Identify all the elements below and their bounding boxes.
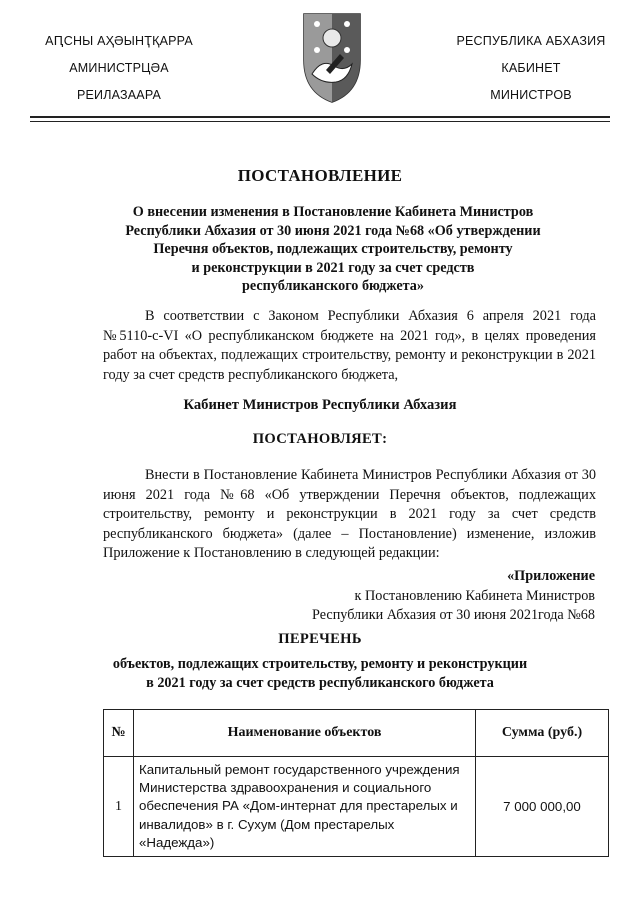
list-title: ПЕРЕЧЕНЬ: [278, 631, 362, 647]
appendix-line-2: Республики Абхазия от 30 июня 2021года №68: [312, 607, 595, 623]
subject-line-4: и реконструкции в 2021 году за счет средств: [191, 259, 475, 276]
resolves-heading: ПОСТАНОВЛЯЕТ:: [252, 431, 388, 447]
header-divider-thick: [30, 116, 610, 118]
appendix-title: «Приложение: [507, 568, 595, 584]
document-type-title: ПОСТАНОВЛЕНИЕ: [237, 166, 403, 185]
list-subtitle: [0, 655, 640, 693]
row-name: Капитальный ремонт государственного учреждения Министерства здравоохранения и социального обеспечения РА «Дом-интернат для престарелых и инвалидов» в г. Сухум (Дом престарелых «Надежда»): [134, 757, 476, 857]
preamble-paragraph: В соответствии с Законом Республики Абхазия 6 апреля 2021 года №5110-с-VI «О республиканском бюджете на 2021 год», в целях проведения работ на объектах, подлежащих строительству, ремонту и реконструкции в 2021 году за счет средств республиканского бюджета,: [103, 308, 596, 383]
coat-of-arms-icon: [300, 8, 364, 106]
header-left-line-1: АԤСНЫ АҲӘЫНҬҚАРРА: [45, 34, 193, 48]
header-right-line-3: МИНИСТРОВ: [490, 88, 572, 102]
header-right-line-1: РЕСПУБЛИКА АБХАЗИЯ: [456, 34, 606, 48]
header-left-line-2: АМИНИСТРЦӘА: [69, 61, 169, 75]
objects-table: [103, 709, 609, 857]
subject-line-5: республиканского бюджета»: [242, 278, 424, 295]
subject-line-1: О внесении изменения в Постановление Кабинета Министров: [132, 204, 534, 220]
header-sum: Сумма (руб.): [476, 710, 609, 757]
header-left-line-3: РЕИЛАЗААРА: [76, 88, 162, 102]
header-left-block: [34, 28, 204, 109]
header-right-block: [446, 28, 616, 109]
operative-paragraph: Внести в Постановление Кабинета Министров Республики Абхазия от 30 июня 2021 года №68 «Об утверждении Перечня объектов, подлежащих строительству, ремонту и реконструкции в 2021 году за счет средств республиканского бюджета» (далее – Постановление) изменение, изложив Приложение к Постановлению в следующей редакции:: [103, 467, 596, 561]
header-right-line-2: КАБИНЕТ: [501, 61, 561, 75]
table-row: [104, 757, 609, 857]
list-subtitle-line-2: в 2021 году за счет средств республиканского бюджета: [146, 675, 494, 691]
document-subject: [98, 203, 568, 296]
appendix-block: [312, 567, 595, 626]
header-name: Наименование объектов: [134, 710, 476, 757]
header-divider-thin: [30, 121, 610, 122]
list-subtitle-line-1: объектов, подлежащих строительству, ремонту и реконструкции: [112, 656, 528, 672]
row-sum: 7 000 000,00: [476, 757, 609, 857]
issuer-line: Кабинет Министров Республики Абхазия: [183, 397, 457, 413]
header-num: №: [104, 710, 134, 757]
row-num: 1: [104, 757, 134, 857]
appendix-line-1: к Постановлению Кабинета Министров: [354, 587, 595, 604]
subject-line-2: Республики Абхазия от 30 июня 2021 года №68 «Об утверждении: [125, 222, 541, 239]
table-header-row: [104, 710, 609, 757]
subject-line-3: Перечня объектов, подлежащих строительству, ремонту: [153, 241, 513, 258]
